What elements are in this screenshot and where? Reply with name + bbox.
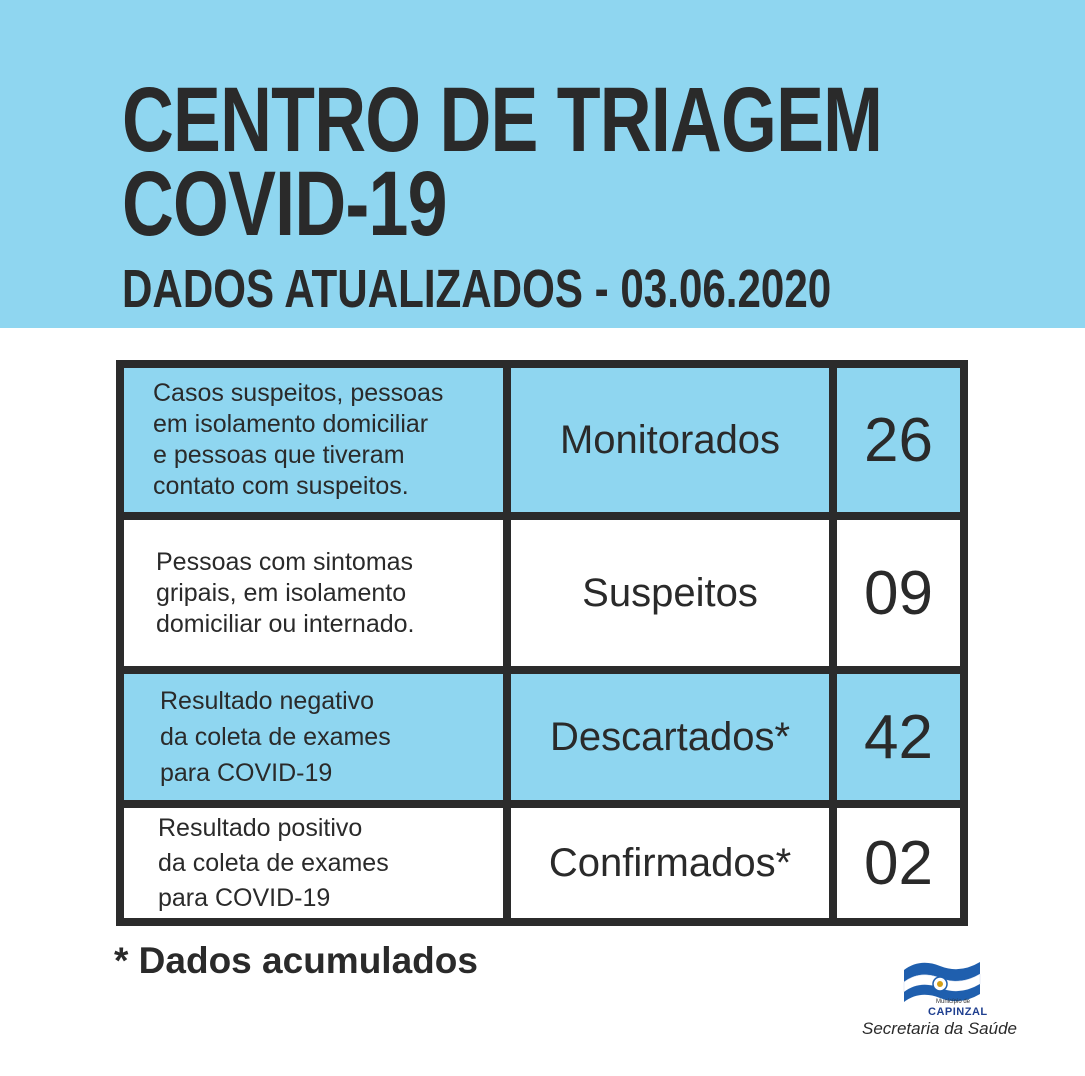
title-line-1: CENTRO DE TRIAGEM (122, 69, 883, 171)
page-title (122, 69, 883, 255)
row-confirmados-description: Resultado positivo da coleta de exames para COVID-19 (124, 808, 503, 918)
row-suspeitos-label: Suspeitos (511, 520, 829, 666)
update-date-subtitle: DADOS ATUALIZADOS - 03.06.2020 (122, 259, 832, 319)
row-monitorados-label: Monitorados (511, 368, 829, 512)
title-line-2: COVID-19 (122, 153, 447, 255)
logo-city-name: CAPINZAL (928, 1006, 988, 1018)
row-descartados-label: Descartados* (511, 674, 829, 800)
department-name: Secretaria da Saúde (862, 1019, 1017, 1038)
row-descartados-description: Resultado negativo da coleta de exames para COVID-19 (124, 674, 503, 800)
row-monitorados-description: Casos suspeitos, pessoas em isolamento domiciliar e pessoas que tiveram contato com suspeitos. (124, 368, 503, 512)
statistics-table (116, 360, 968, 926)
row-confirmados-value: 02 (837, 808, 960, 918)
footnote: * Dados acumulados (114, 940, 478, 981)
row-suspeitos-value: 09 (837, 520, 960, 666)
row-suspeitos-description: Pessoas com sintomas gripais, em isolamento domiciliar ou internado. (124, 520, 503, 666)
row-confirmados-label: Confirmados* (511, 808, 829, 918)
logo-municipio-text: Município de (936, 999, 971, 1005)
row-monitorados-value: 26 (837, 368, 960, 512)
row-descartados-value: 42 (837, 674, 960, 800)
